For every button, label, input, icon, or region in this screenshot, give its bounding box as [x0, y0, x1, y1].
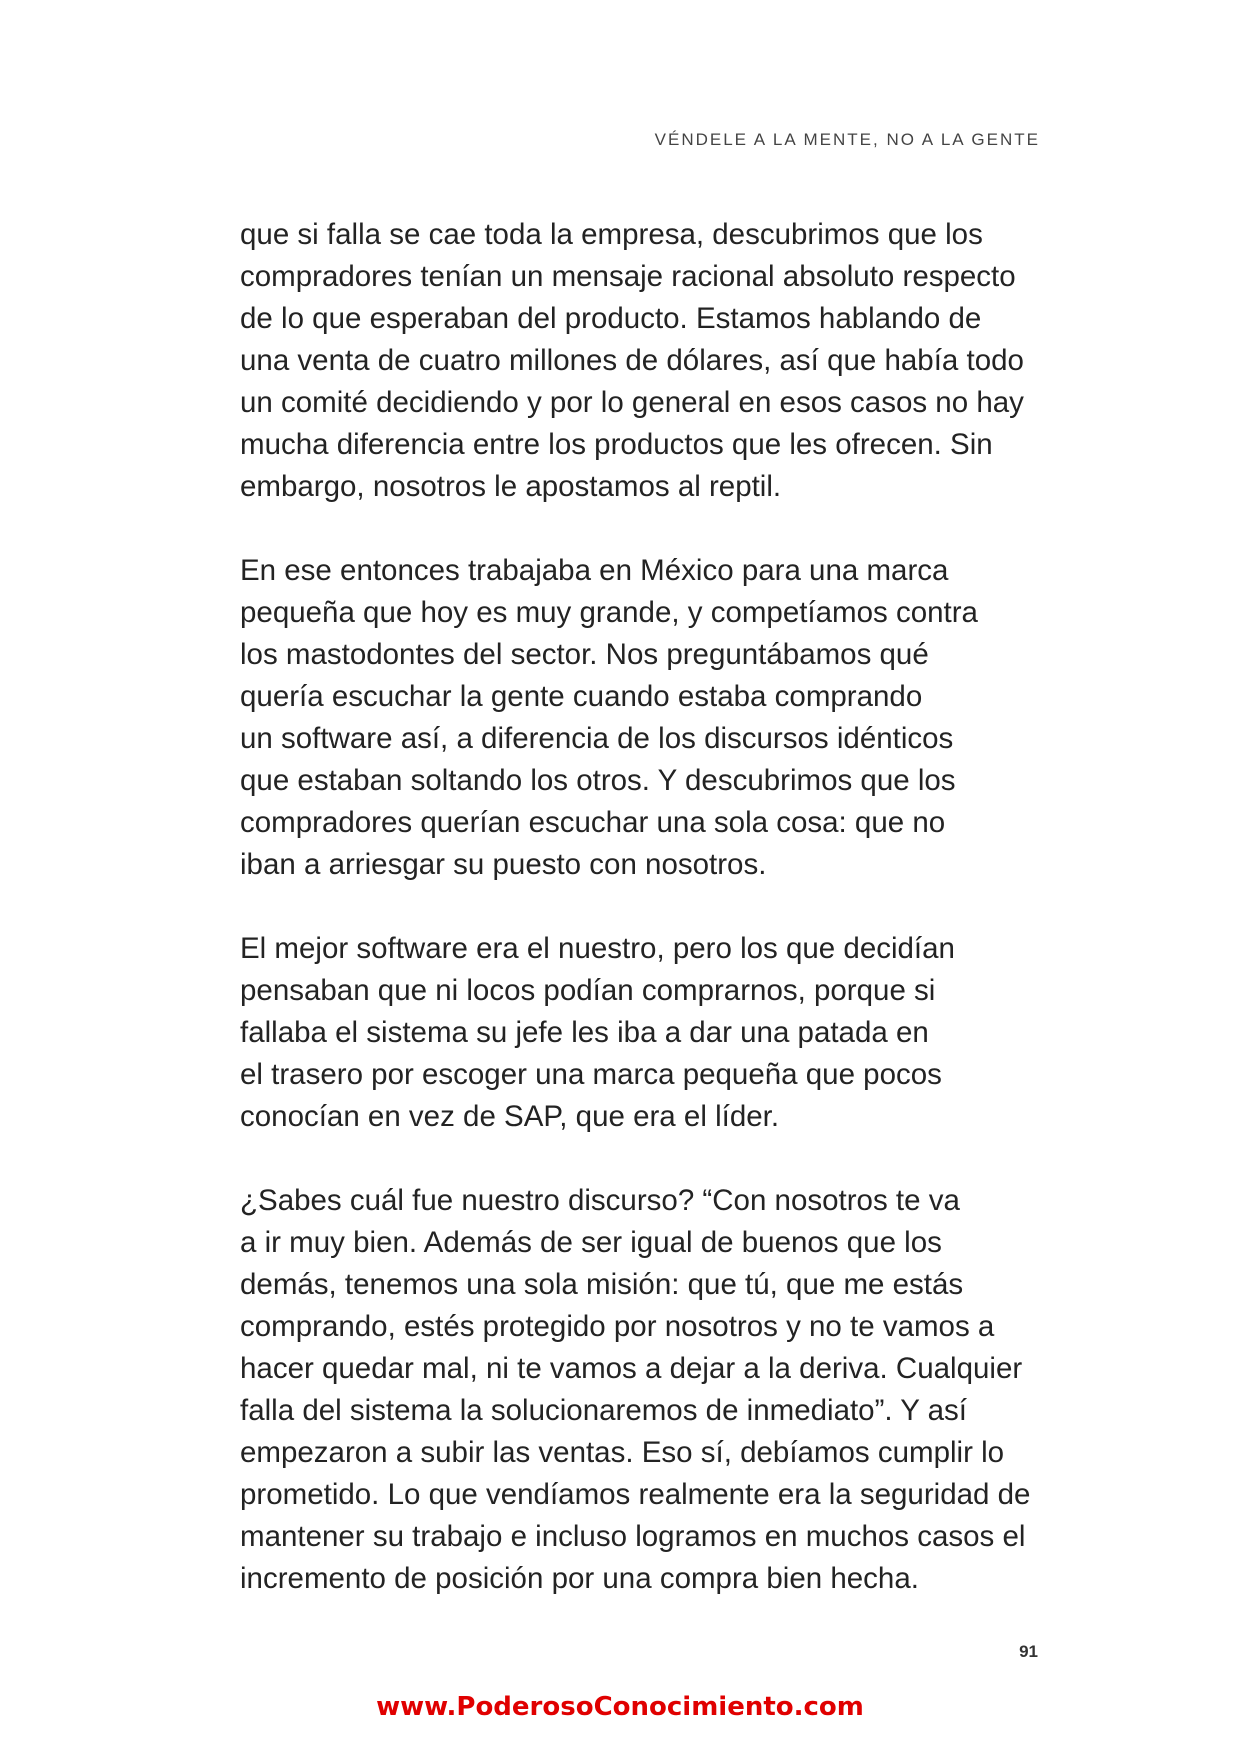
text-line: el trasero por escoger una marca pequeña que pocos — [240, 1058, 942, 1091]
text-line: compradores querían escuchar una sola cosa: que no — [240, 806, 946, 839]
paragraph-3 — [240, 928, 1060, 1138]
text-line: mantener su trabajo e incluso logramos en muchos casos el — [240, 1520, 1026, 1553]
text-line: fallaba el sistema su jefe les iba a dar una patada en — [240, 1016, 929, 1049]
paragraph-4 — [240, 1180, 1060, 1600]
text-line: a ir muy bien. Además de ser igual de buenos que los — [240, 1226, 942, 1259]
text-line: El mejor software era el nuestro, pero los que decidían — [240, 932, 955, 965]
watermark-link[interactable]: www.PoderosoConocimiento.com — [376, 1692, 864, 1722]
text-line: una venta de cuatro millones de dólares, así que había todo — [240, 344, 1024, 377]
text-line: hacer quedar mal, ni te vamos a dejar a la deriva. Cualquier — [240, 1352, 1023, 1385]
text-line: pensaban que ni locos podían comprarnos, porque si — [240, 974, 936, 1007]
page-number: 91 — [1019, 1642, 1038, 1661]
body-text — [240, 214, 1060, 1600]
text-line: de lo que esperaban del producto. Estamos hablando de — [240, 302, 982, 335]
text-line: empezaron a subir las ventas. Eso sí, debíamos cumplir lo — [240, 1436, 1005, 1469]
text-line: compradores tenían un mensaje racional absoluto respecto — [240, 260, 1016, 293]
text-line: pequeña que hoy es muy grande, y competíamos contra — [240, 596, 978, 629]
text-line: mucha diferencia entre los productos que les ofrecen. Sin — [240, 428, 993, 461]
text-line: ¿Sabes cuál fue nuestro discurso? “Con nosotros te va — [240, 1184, 960, 1217]
text-line: En ese entonces trabajaba en México para una marca — [240, 554, 949, 587]
text-line: que estaban soltando los otros. Y descubrimos que los — [240, 764, 956, 797]
text-line: que si falla se cae toda la empresa, descubrimos que los — [240, 218, 983, 251]
text-line: quería escuchar la gente cuando estaba comprando — [240, 680, 923, 713]
running-header: VÉNDELE A LA MENTE, NO A LA GENTE — [654, 130, 1040, 149]
text-line: falla del sistema la solucionaremos de inmediato”. Y así — [240, 1394, 967, 1427]
text-line: los mastodontes del sector. Nos preguntábamos qué — [240, 638, 929, 671]
text-line: comprando, estés protegido por nosotros y no te vamos a — [240, 1310, 995, 1343]
text-line: conocían en vez de SAP, que era el líder. — [240, 1100, 780, 1133]
text-line: demás, tenemos una sola misión: que tú, que me estás — [240, 1268, 964, 1301]
text-line: prometido. Lo que vendíamos realmente era la seguridad de — [240, 1478, 1031, 1511]
text-line: iban a arriesgar su puesto con nosotros. — [240, 848, 767, 881]
text-line: un software así, a diferencia de los discursos idénticos — [240, 722, 954, 755]
paragraph-1 — [240, 214, 1060, 508]
text-line: incremento de posición por una compra bien hecha. — [240, 1562, 919, 1595]
paragraph-2 — [240, 550, 1060, 886]
text-line: embargo, nosotros le apostamos al reptil. — [240, 470, 782, 503]
text-line: un comité decidiendo y por lo general en esos casos no hay — [240, 386, 1024, 419]
